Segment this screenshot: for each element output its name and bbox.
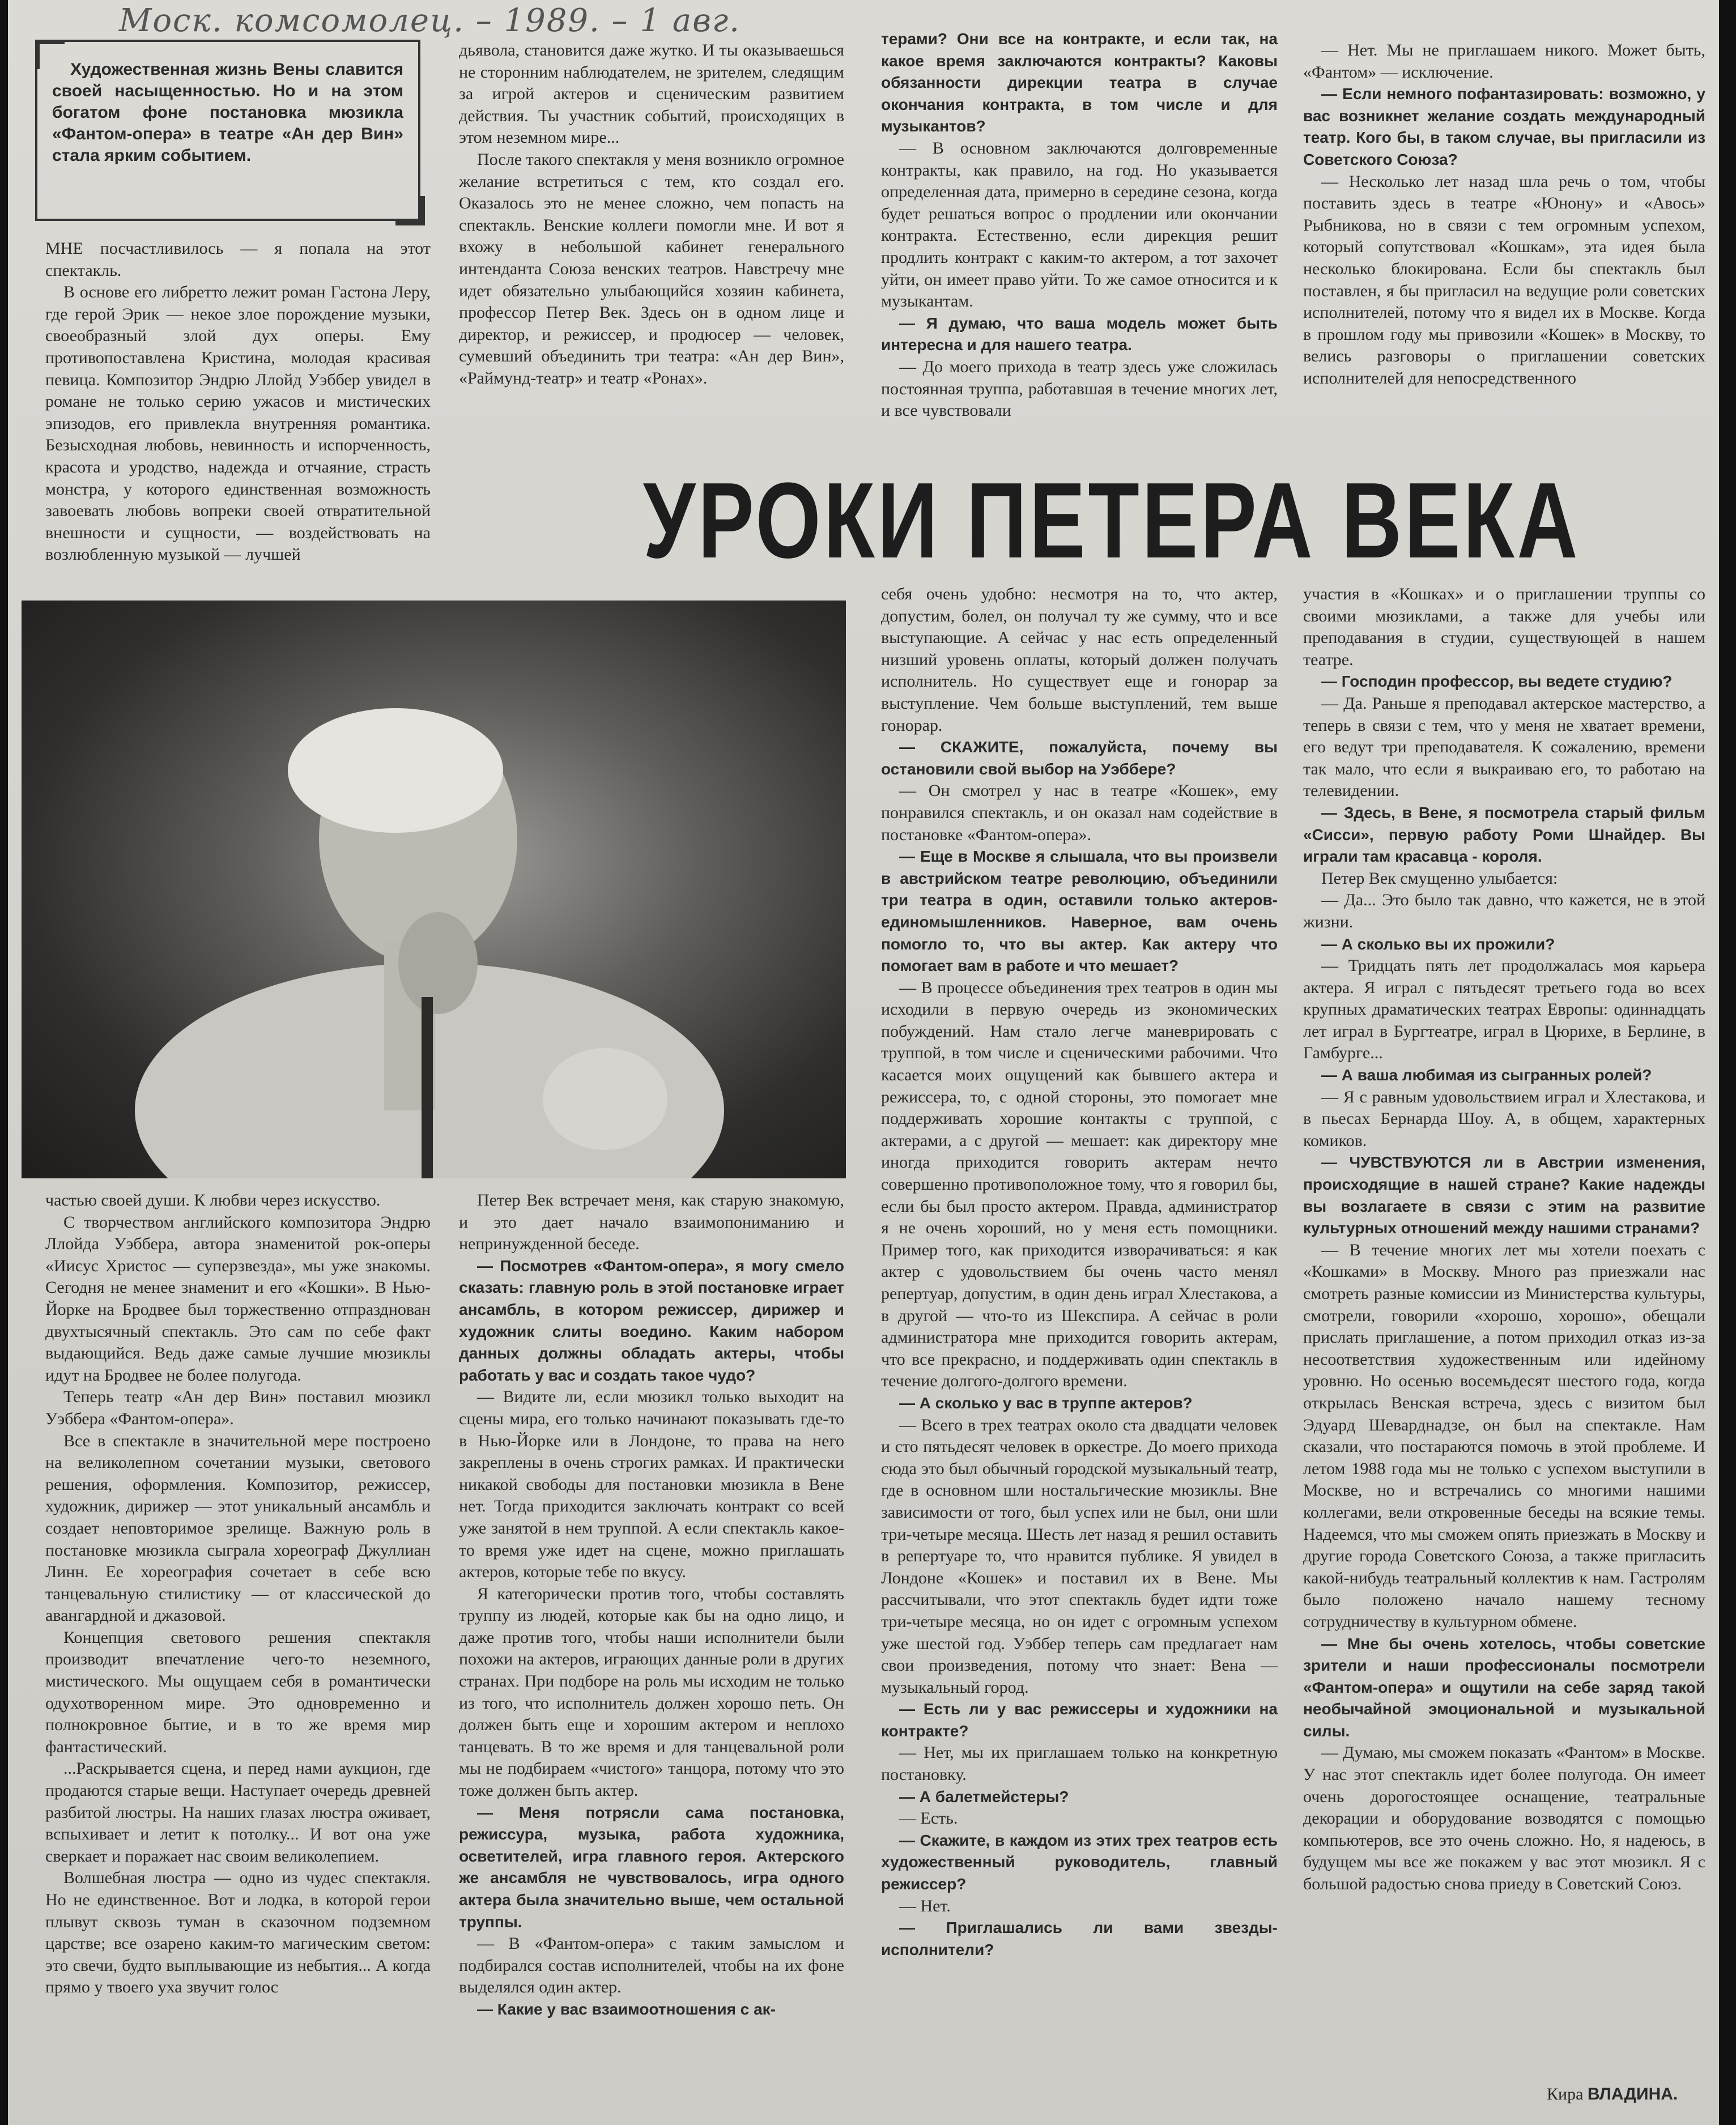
author-signature — [1547, 2085, 1678, 2104]
paragraph: Теперь театр «Ан дер Вин» поставил мюзикл Уэббера «Фантом-опера». — [45, 1387, 431, 1428]
paragraph: Петер Век смущенно улыбается: — [1321, 868, 1558, 888]
paragraph: Концепция светового решения спектакля производит впечатление чего-то неземного, мистического. Мы ощущаем себя в романтически одухотворенном мире. Это одновременно и полнокровное бытие, и в то же время мир фантастический. — [45, 1628, 431, 1756]
paragraph: — Меня потрясли сама постановка, режиссура, музыка, работа художника, осветителей, игра главного героя. Актерского же ансамбля не чувствовалось, игра одного актера была значительно выше, чем остальной труппы. — [459, 1803, 844, 1931]
column-4-top — [1303, 40, 1705, 436]
paragraph: частью своей души. К любви через искусство. — [45, 1191, 381, 1210]
column-2-bottom — [459, 1190, 844, 2119]
paragraph: МНЕ посчастливилось — я попала на этот спектакль. — [45, 239, 431, 280]
paragraph: — А сколько у вас в труппе актеров? — [899, 1394, 1193, 1412]
paragraph: С творчеством английского композитора Эндрю Ллойда Уэббера, автора знаменитой рок-оперы «Иисус Христос — суперзвезда», мы уже знакомы. Сегодня не менее знаменит и его «Кошки». В Нью-Йорке на Бродвее был торжественно отпразднован двухтысячный спектакль. Это сам по себе факт выдающийся. Ведь даже самые лучшие мюзиклы идут на Бродвее не более полугода. — [45, 1212, 431, 1385]
paragraph: — А балетмейстеры? — [899, 1787, 1069, 1805]
lead-box — [35, 40, 420, 221]
paragraph: — До моего прихода в театр здесь уже сложилась постоянная труппа, работавшая в течение многих лет, и все чувствовали — [881, 357, 1278, 420]
paragraph: Петер Век встречает меня, как старую знакомую, и это дает начало взаимопониманию и непринужденной беседе. — [459, 1191, 844, 1254]
lead-text: Художественная жизнь Вены славится своей насыщенностью. Но и на этом богатом фоне постановка мюзикла «Фантом-опера» в театре «Ан дер Вин» стала ярким событием. — [52, 60, 403, 165]
paragraph: — Нет. Мы не приглашаем никого. Может быть, «Фантом» — исключение. — [1303, 41, 1705, 82]
paragraph: дьявола, становится даже жутко. И ты оказываешься не сторонним наблюдателем, не зрителем, следящим за игрой актеров и сценическим развитием действия. Ты участник событий, происходящих в этом неземном мире... — [459, 41, 844, 147]
paragraph: — А сколько вы их прожили? — [1321, 935, 1555, 953]
paragraph: — Всего в трех театрах около ста двадцати человек и сто пятьдесят человек в оркестре. До моего прихода сюда это был обычный городской музыкальный театр, где в основном шли ностальгические мюзиклы. Вне зависимости от того, был успех или не был, они шли три-четыре месяца. Шесть лет назад я решил оставить в репертуаре то, что нравится публике. Я увидел в Лондоне «Кошек» и поставил их в Вене. Мы рассчитывали, что этот спектакль будет идти тоже три-четыре месяца, но он идет с огромным успехом уже шестой год. Уэббер теперь сам предлагает нам свои произведения, потому что знает: Вена — музыкальный город. — [881, 1415, 1278, 1697]
column-1-bottom — [45, 1190, 431, 2119]
column-3-bottom — [881, 584, 1278, 2119]
paragraph: — В «Фантом-опера» с таким замыслом и подбирался состав исполнителей, чтобы на их фоне выделялся один актер. — [459, 1934, 844, 1997]
paragraph: — Еще в Москве я слышала, что вы произвели в австрийском театре революцию, объединили три театра в один, оставили только актеров-единомышленников. Наверное, вам очень помогло то, что вы актер. Как актеру что помогает вам в работе и что мешает? — [881, 848, 1278, 975]
paragraph: — В процессе объединения трех театров в один мы исходили в первую очередь из экономических побуждений. Нам стало легче маневрировать с труппой, в том числе и сценическими рабочими. Что касается моих ощущений как бывшего актера и режиссера, то, с одной стороны, это помогает мне поддерживать хорошие контакты с труппой, с актерами, а с другой — мешает: как директору мне иногда приходится говорить актерам нечто совершенно противоположное тому, что я говорил бы, если бы был просто актером. Правда, администратор я не очень хороший, но у меня есть помощники. Пример того, как приходится изворачиваться: я как актер с удовольствием бы очень часто менял репертуар, допустим, в один день играл Хлестакова, а в другой — что-то из Шекспира. А сейчас в роли администратора мне приходится говорить актерам, что все прекрасно, и поддерживать один спектакль в течение долгого-долгого времени. — [881, 978, 1278, 1391]
handwritten-source-note: Моск. комсомолец. – 1989. – 1 авг. — [119, 2, 741, 39]
paragraph: — В основном заключаются долговременные контракты, как правило, на год. Но указывается определенная дата, примерно в середине сезона, когда будет решаться вопрос о продлении или окончании контракта. Естественно, если дирекция решит продлить контракт с каким-то актером, а тот захочет уйти, он имеет право уйти. То же самое относится и к музыкантам. — [881, 138, 1278, 311]
paragraph: Все в спектакле в значительной мере построено на великолепном сочетании музыки, светового решения, оформления. Композитор, режиссер, художник, дирижер — этот уникальный ансамбль и создает неповторимое зрелище. Важную роль в постановке мюзикла сыграла хореограф Джуллиан Линн. Ее хореография сочетает в себе всю танцевальную стилистику — от классической до авангардной и джазовой. — [45, 1431, 431, 1625]
paragraph: Я категорически против того, чтобы составлять труппу из людей, которые как бы на одно лицо, и даже против того, чтобы наши исполнители были похожи на актеров, играющих данные роли в других странах. При подборе на роль мы исходим не только из того, что исполнитель должен хорошо петь. Он должен быть еще и хорошим актером и неплохо танцевать. В то же время и для танцевальной роли мы не подбираем «чистого» танцора, потому что это тоже должен быть актер. — [459, 1584, 844, 1800]
portrait-photo — [22, 601, 846, 1178]
paragraph: — Он смотрел у нас в театре «Кошек», ему понравился спектакль, и он оказал нам содействие в постановке «Фантом-опера». — [881, 781, 1278, 844]
paragraph: Волшебная люстра — одно из чудес спектакля. Но не единственное. Вот и лодка, в которой герои плывут сквозь туман в сказочном подземном царстве; все озарено каким-то магическим светом: это свечи, будто выплывающие из небытия... А когда прямо у твоего уха звучит голос — [45, 1868, 431, 1997]
paragraph: себя очень удобно: несмотря на то, что актер, допустим, болел, он получал ту же сумму, что и все выступающие. А сейчас у нас есть определенный низший уровень оплаты, который должен получать исполнитель. Но существует еще и гонорар за выступление. Чем больше выступлений, тем выше гонорар. — [881, 585, 1278, 735]
paragraph: — Посмотрев «Фантом-опера», я могу смело сказать: главную роль в этой постановке играет ансамбль, в котором режиссер, дирижер и художник слиты воедино. Каким набором данных должны обладать актеры, чтобы работать у вас и создать такое чудо? — [459, 1257, 844, 1384]
paragraph: — Да... Это было так давно, что кажется, не в этой жизни. — [1303, 891, 1705, 931]
paragraph: — Нет. — [899, 1896, 951, 1915]
column-2-top — [459, 40, 844, 436]
paragraph: ...Раскрывается сцена, и перед нами аукцион, где продаются старые вещи. Наступает очередь древней разбитой люстры. На наших глазах люстра оживает, вспыхивает и летит к потолку... И вот она уже сверкает и поражает нас своим великолепием. — [45, 1759, 431, 1866]
paragraph: — Я думаю, что ваша модель может быть интересна и для нашего театра. — [881, 314, 1278, 354]
paragraph: — А ваша любимая из сыгранных ролей? — [1321, 1066, 1652, 1084]
paragraph: — Я с равным удовольствием играл и Хлестакова, и в пьесах Бернарда Шоу. А, в общем, характерных комиков. — [1303, 1087, 1705, 1150]
column-1-top — [45, 238, 431, 584]
paragraph: — Приглашались ли вами звезды-исполнители? — [881, 1919, 1278, 1958]
scan-edge-left — [0, 0, 8, 2125]
paragraph: — Есть. — [899, 1809, 958, 1828]
paragraph: — Нет, мы их приглашаем только на конкретную постановку. — [881, 1743, 1278, 1785]
author-last-name: ВЛАДИНА. — [1587, 2085, 1678, 2103]
paragraph: участия в «Кошках» и о приглашении труппы со своими мюзиклами, а также для учебы или преподавания в студии, существующей в нашем театре. — [1303, 585, 1705, 669]
paragraph: — Господин профессор, вы ведете студию? — [1321, 672, 1673, 691]
paragraph: — В течение многих лет мы хотели поехать с «Кошками» в Москву. Много раз приезжали нас смотреть разные комиссии из Министерства культуры, смотрели, говорили «хорошо, хорошо», обещали прислать приглашение, а потом приходил отказ из-за несоответствия художественным или идейному уровню. Но осенью восемьдесят шестого года, когда открылась Венская встреча, здесь с визитом был Эдуард Шеварднадзе, он был на спектакле. Нам сказали, что постараются помочь в этой проблеме. И летом 1988 года мы не только с успехом выступили в Москве, но и встречались со многими нашими коллегами, вели откровенные беседы на всякие темы. Надеемся, что мы сможем опять приезжать в Москву и другие города Советского Союза, а также пригласить какой-нибудь театральный коллектив к нам. Гастролям было положено начало нашему тесному сотрудничеству в культурном обмене. — [1303, 1240, 1705, 1631]
column-3-top — [881, 28, 1278, 436]
paragraph: — Какие у вас взаимоотношения с ак- — [477, 2000, 776, 2018]
paragraph: — Если немного пофантазировать: возможно, у вас возникнет желание создать международный театр. Кого бы, в таком случае, вы пригласили из Советского Союза? — [1303, 85, 1705, 168]
headline: УРОКИ ПЕТЕРА ВЕКА — [643, 461, 1581, 581]
paragraph: После такого спектакля у меня возникло огромное желание встретиться с тем, кто создал его. Оказалось это не менее сложно, чем попасть на спектакль. Венские коллеги помогли мне. И вот я вхожу в небольшой кабинет генерального интенданта Союза венских театров. Навстречу мне идет обязательно улыбающийся хозяин кабинета, профессор Петер Век. Здесь он в одном лице и директор, и режиссер, и продюсер — человек, сумевший объединить три театра: «Ан дер Вин», «Раймунд-театр» и театр «Ронах». — [459, 150, 844, 387]
portrait-illustration — [22, 601, 846, 1178]
corner-ornament — [35, 40, 65, 69]
paragraph: — Несколько лет назад шла речь о том, чтобы поставить здесь в театре «Юнону» и «Авось» Рыбникова, но в связи с тем огромным успехом, который сопутствовал «Кошкам», эта идея была несколько блокирована. Если бы спектакль был поставлен, я бы пригласил на ведущие роли советских исполнителей, потому что я видел их в Москве. Когда в прошлом году мы привозили «Кошек» в Москву, то велись разговоры о приглашении советских исполнителей для непосредственного — [1303, 172, 1705, 387]
paragraph: — Скажите, в каждом из этих трех театров есть художественный руководитель, главный режиссер? — [881, 1831, 1278, 1893]
scan-edge-right — [1719, 0, 1736, 2125]
paragraph: — Думаю, мы сможем показать «Фантом» в Москве. У нас этот спектакль идет более полугода. Он имеет очень дорогостоящее оснащение, театральные декорации и оборудование возводятся с помощью компьютеров, все это очень сложно. Но, я надеюсь, в будущем мы все же покажем у вас этот мюзикл. Я с большой радостью снова приеду в Советский Союз. — [1303, 1743, 1705, 1894]
paragraph: — Есть ли у вас режиссеры и художники на контракте? — [881, 1700, 1278, 1740]
paragraph: — Мне бы очень хотелось, чтобы советские зрители и наши профессионалы посмотрели «Фантом-опера» и ощутили на себе заряд такой необычайной эмоциональной и музыкальной силы. — [1303, 1634, 1705, 1740]
author-first-name: Кира — [1547, 2085, 1584, 2103]
paragraph: терами? Они все на контракте, и если так, на какое время заключаются контракты? Каковы обязанности дирекции театра в случае окончания контракта, в том числе и для музыкантов? — [881, 30, 1278, 135]
corner-ornament — [395, 196, 425, 225]
paragraph: — Здесь, в Вене, я посмотрела старый фильм «Сисси», первую работу Роми Шнайдер. Вы играли там красавца - короля. — [1303, 803, 1705, 866]
paragraph: — ЧУВСТВУЮТСЯ ли в Австрии изменения, происходящие в нашей стране? Какие надежды вы возлагаете в связи с этим на развитие культурных отношений между нашими странами? — [1303, 1153, 1705, 1237]
paragraph: — СКАЖИТЕ, пожалуйста, почему вы остановили свой выбор на Уэббере? — [881, 738, 1278, 778]
paragraph: В основе его либретто лежит роман Гастона Леру, где герой Эрик — некое злое порождение музыки, своеобразный злой дух оперы. Ему противопоставлена Кристина, молодая красивая певица. Композитор Эндрю Ллойд Уэббер увидел в романе не только серию ужасов и мистических эпизодов, его привлекла внутренняя романтика. Безысходная любовь, невинность и испорченность, красота и уродство, надежда и отчаяние, страсть монстра, у которого единственная возможность завоевать любовь вопреки своей отвратительной внешности и сущности, — воздействовать на возлюбленную музыкой — лучшей — [45, 283, 431, 564]
column-4-bottom — [1303, 584, 1705, 2079]
paragraph: — Да. Раньше я преподавал актерское мастерство, а теперь в связи с тем, что у меня не хватает времени, его ведут три преподавателя. К сожалению, времени так мало, что если я выкраиваю его, то работаю на телевидении. — [1303, 693, 1705, 800]
paragraph: — Видите ли, если мюзикл только выходит на сцены мира, его только начинают показывать где-то в Нью-Йорке или в Лондоне, то права на него закреплены в очень строгих рамках. И практически никакой свободы для постановки мюзикла в Вене нет. Тогда приходится заключать контракт со всей уже занятой в нем труппой. А если спектакль какое-то время уже идет на сцене, можно приглашать актеров, которые тебе по вкусу. — [459, 1387, 844, 1582]
paragraph: — Тридцать пять лет продолжалась моя карьера актера. Я играл с пятьдесят третьего года во всех крупных драматических театрах Европы: одиннадцать лет играл в Бургтеатре, играл в Цюрихе, в Берлине, в Гамбурге... — [1303, 956, 1705, 1063]
